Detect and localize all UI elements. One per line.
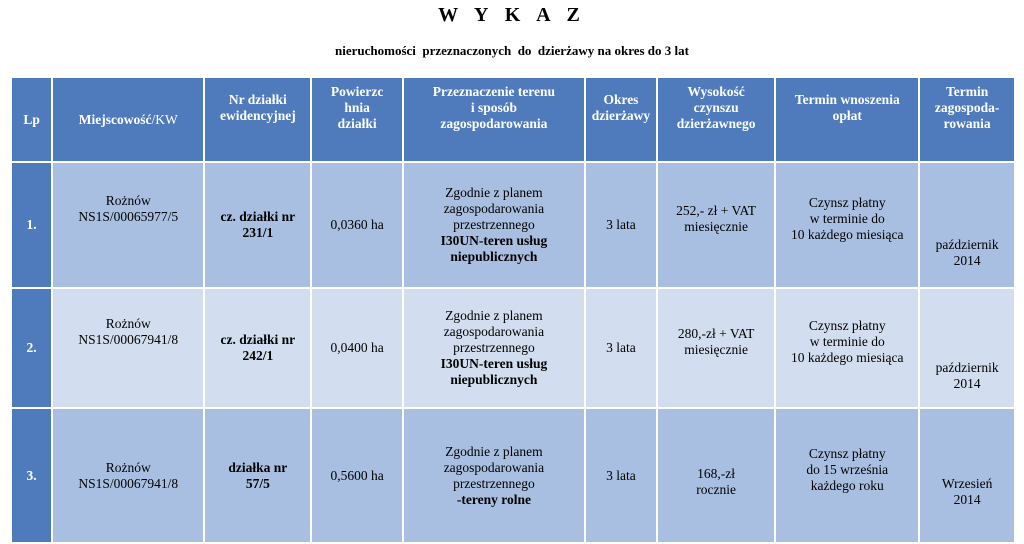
cell-przeznaczenie: Zgodnie z planem zagospodarowania przestrzennego I30UN-teren usług niepublicznych (403, 162, 585, 288)
header-nr-dzialki: Nr działki ewidencyjnej (204, 77, 311, 162)
cell-okres: 3 lata (585, 162, 657, 288)
header-lp: Lp (11, 77, 52, 162)
cell-przeznaczenie: Zgodnie z planem zagospodarowania przestrzennego -tereny rolne (403, 408, 585, 543)
cell-okres: 3 lata (585, 408, 657, 543)
table-row (11, 288, 1015, 408)
cell-czynsz: 280,-zł + VAT miesięcznie (657, 288, 775, 408)
cell-czynsz: 252,- zł + VAT miesięcznie (657, 162, 775, 288)
cell-miejscowosc: Rożnów NS1S/00065977/5 (52, 162, 204, 288)
header-termin-oplat: Termin wnoszenia opłat (775, 77, 919, 162)
table-row (11, 408, 1015, 543)
cell-termin-oplat: Czynsz płatny w terminie do 10 każdego miesiąca (775, 288, 919, 408)
cell-miejscowosc: Rożnów NS1S/00067941/8 (52, 288, 204, 408)
cell-termin-zagospodarowania: Wrzesień 2014 (919, 408, 1015, 543)
cell-termin-zagospodarowania: październik 2014 (919, 288, 1015, 408)
cell-powierzchnia: 0,0400 ha (311, 288, 403, 408)
header-wysokosc: Wysokość czynszu dzierżawnego (657, 77, 775, 162)
header-przeznaczenie: Przeznaczenie terenu i sposób zagospodarowania (403, 77, 585, 162)
cell-termin-zagospodarowania: październik 2014 (919, 162, 1015, 288)
row-number: 2. (11, 288, 52, 408)
table-row (11, 162, 1015, 288)
cell-nr-dzialki: cz. działki nr 231/1 (204, 162, 311, 288)
cell-termin-oplat: Czynsz płatny w terminie do 10 każdego miesiąca (775, 162, 919, 288)
document-title: W Y K A Z (438, 4, 586, 26)
row-number: 3. (11, 408, 52, 543)
cell-miejscowosc: Rożnów NS1S/00067941/8 (52, 408, 204, 543)
row-number: 1. (11, 162, 52, 288)
header-okres: Okres dzierżawy (585, 77, 657, 162)
header-termin-zagospodarowania: Termin zagospoda- rowania (919, 77, 1015, 162)
cell-nr-dzialki: działka nr 57/5 (204, 408, 311, 543)
cell-przeznaczenie: Zgodnie z planem zagospodarowania przestrzennego I30UN-teren usług niepublicznych (403, 288, 585, 408)
header-miejscowosc: Miejscowość/KW (52, 77, 204, 162)
lease-table (10, 76, 1016, 544)
cell-termin-oplat: Czynsz płatny do 15 września każdego roku (775, 408, 919, 543)
cell-czynsz: 168,-zł rocznie (657, 408, 775, 543)
cell-okres: 3 lata (585, 288, 657, 408)
table-header-row (11, 77, 1015, 162)
cell-powierzchnia: 0,5600 ha (311, 408, 403, 543)
header-powierzchnia: Powierzc hnia działki (311, 77, 403, 162)
cell-nr-dzialki: cz. działki nr 242/1 (204, 288, 311, 408)
document-subtitle: nieruchomości przeznaczonych do dzierżawy na okres do 3 lat (335, 43, 689, 58)
cell-powierzchnia: 0,0360 ha (311, 162, 403, 288)
